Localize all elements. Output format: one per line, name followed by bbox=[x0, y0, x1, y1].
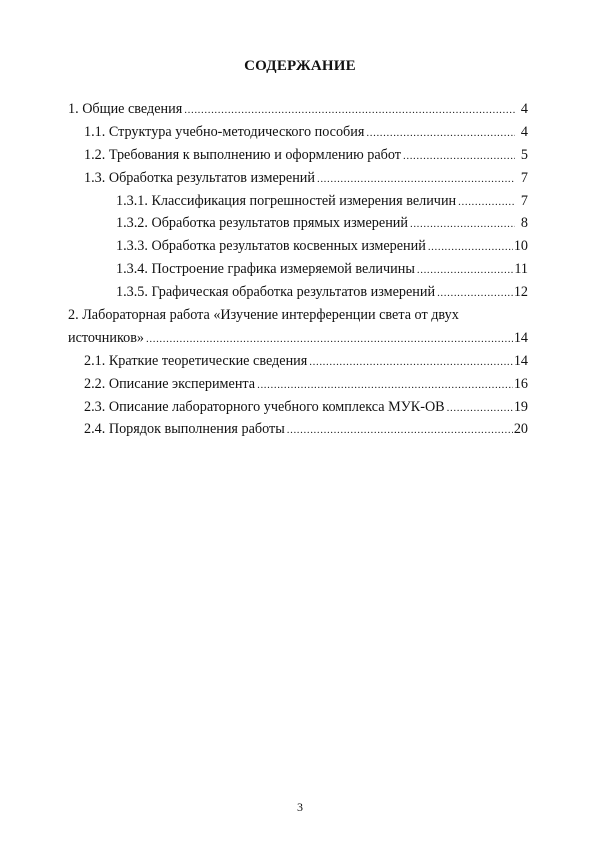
toc-entry[interactable] bbox=[0, 396, 600, 419]
toc-entry[interactable] bbox=[0, 167, 600, 190]
toc-entry-page: 12 bbox=[513, 284, 528, 301]
toc-entry[interactable] bbox=[0, 98, 600, 121]
toc-entry-page: 5 bbox=[520, 146, 528, 163]
toc-leader-dots bbox=[403, 147, 515, 165]
toc-entry[interactable] bbox=[0, 144, 600, 167]
toc-entry-page: 4 bbox=[520, 101, 528, 117]
toc-entry[interactable] bbox=[0, 190, 600, 213]
toc-entry-page: 7 bbox=[520, 192, 528, 209]
toc-entry-title: 1.3.4. Построение графика измеряемой величины bbox=[116, 261, 415, 278]
toc-entry-title: 2.4. Порядок выполнения работы bbox=[84, 421, 285, 438]
toc-leader-dots bbox=[287, 421, 513, 439]
toc-leader-dots bbox=[366, 124, 515, 142]
toc-entry-title-line2: источников» bbox=[68, 329, 145, 346]
toc-leader-dots bbox=[447, 399, 513, 417]
toc-leader-dots bbox=[257, 376, 513, 394]
toc-entry[interactable] bbox=[0, 212, 600, 235]
toc-entry-page: 10 bbox=[513, 238, 528, 255]
toc-entry[interactable] bbox=[0, 121, 600, 144]
toc-entry-page: 11 bbox=[514, 261, 528, 278]
toc-entry[interactable] bbox=[0, 350, 600, 373]
page-number: 3 bbox=[297, 800, 303, 814]
toc-entry-title: 1.3. Обработка результатов измерений bbox=[84, 169, 315, 186]
toc-entry-multiline[interactable] bbox=[0, 304, 600, 327]
toc-leader-dots bbox=[317, 170, 515, 188]
toc-entry-title: 1.3.3. Обработка результатов косвенных измерений bbox=[116, 238, 426, 255]
toc-entry-title-line1: 2. Лабораторная работа «Изучение интерференции света от двух bbox=[68, 307, 459, 324]
toc-leader-dots bbox=[428, 238, 513, 256]
toc-entry-page: 7 bbox=[520, 169, 528, 186]
toc-entry-page: 8 bbox=[520, 215, 528, 232]
toc-entry-title: 2.2. Описание эксперимента bbox=[84, 375, 256, 392]
toc-entry-page: 14 bbox=[513, 329, 528, 346]
toc-entry[interactable] bbox=[0, 373, 600, 396]
toc-leader-dots bbox=[410, 215, 515, 233]
toc-leader-dots bbox=[309, 353, 513, 371]
toc-entry-title: 1.3.1. Классификация погрешностей измерения величин bbox=[116, 192, 457, 209]
toc-entry-title: 1. Общие сведения bbox=[68, 101, 183, 117]
toc-entry-title: 1.1. Структура учебно-методического пособия bbox=[84, 123, 365, 140]
toc-entry[interactable] bbox=[0, 418, 600, 441]
toc-leader-dots bbox=[417, 261, 513, 279]
toc-entry-page: 16 bbox=[513, 375, 528, 392]
toc-leader-dots bbox=[146, 330, 513, 348]
toc-entry-title: 1.2. Требования к выполнению и оформлению работ bbox=[84, 146, 401, 163]
toc-leader-dots bbox=[437, 284, 513, 302]
toc-entry-title: 1.3.5. Графическая обработка результатов измерений bbox=[116, 284, 436, 301]
toc-entry[interactable] bbox=[0, 258, 600, 281]
toc-entry[interactable] bbox=[0, 235, 600, 258]
toc-entry-continuation[interactable] bbox=[0, 327, 600, 350]
toc-entry-page: 4 bbox=[520, 123, 528, 140]
toc-entry-title: 2.3. Описание лабораторного учебного комплекса МУК-ОВ bbox=[84, 398, 445, 415]
table-of-contents bbox=[0, 98, 600, 441]
toc-leader-dots bbox=[184, 101, 515, 119]
toc-entry-page: 20 bbox=[513, 421, 528, 438]
toc-entry[interactable] bbox=[0, 281, 600, 304]
toc-entry-page: 19 bbox=[513, 398, 528, 415]
page-title: СОДЕРЖАНИЕ bbox=[244, 58, 356, 74]
toc-entry-page: 14 bbox=[513, 352, 528, 369]
toc-entry-title: 1.3.2. Обработка результатов прямых измерений bbox=[116, 215, 408, 232]
toc-leader-dots bbox=[458, 193, 515, 211]
toc-entry-title: 2.1. Краткие теоретические сведения bbox=[84, 352, 308, 369]
